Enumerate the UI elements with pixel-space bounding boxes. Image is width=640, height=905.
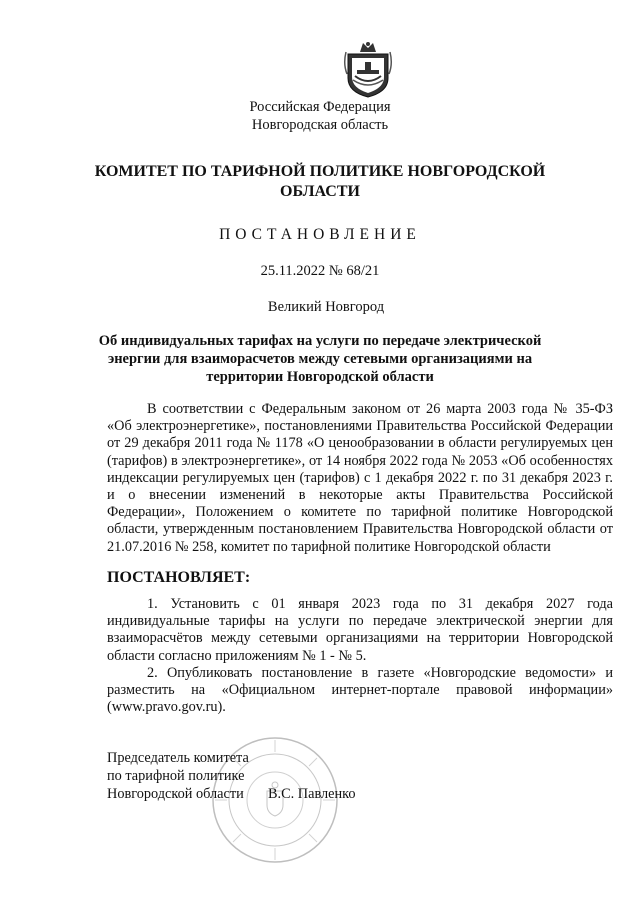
decree-word: ПОСТАНОВЛЯЕТ: <box>107 569 251 586</box>
committee-title-line1: КОМИТЕТ ПО ТАРИФНОЙ ПОЛИТИКЕ НОВГОРОДСКОЙ <box>94 163 546 180</box>
preamble-block <box>107 401 613 556</box>
coat-of-arms-icon <box>343 40 393 98</box>
signatory-title-line3: Новгородской области <box>107 786 244 802</box>
item-1: 1. Установить с 01 января 2023 года по 31 декабря 2027 года индивидуальные тарифы на услуги по передаче электрической энергии для взаиморасчётов между сетевыми организациями на территории Новгородской области согласно приложениям № 1 - № 5. <box>107 596 613 664</box>
signatory-title-line1: Председатель комитета <box>107 750 249 766</box>
item-2: 2. Опубликовать постановление в газете «Новгородские ведомости» и разместить на «Официальном интернет-портале правовой информации» (www.pravo.gov.ru). <box>107 664 613 716</box>
region-name: Новгородская область <box>251 117 389 133</box>
committee-title-line2: ОБЛАСТИ <box>280 183 360 200</box>
subject-line3: территории Новгородской области <box>206 369 434 385</box>
country-name: Российская Федерация <box>249 99 391 115</box>
signatory-name: В.С. Павленко <box>268 786 356 802</box>
city: Великий Новгород <box>267 299 385 315</box>
document-type: ПОСТАНОВЛЕНИЕ <box>219 226 421 243</box>
subject-line1: Об индивидуальных тарифах на услуги по передаче электрической <box>98 333 542 349</box>
signatory-title-line2: по тарифной политике <box>107 768 245 784</box>
date-number: 25.11.2022 № 68/21 <box>260 263 380 279</box>
preamble-text: В соответствии с Федеральным законом от 26 марта 2003 года № 35-ФЗ «Об электроэнергетике», постановлениями Правительства Российской Федерации от 29 декабря 2011 года № 1178 «О ценообразовании в области регулируемых цен (тарифов) в электроэнергетике», от 14 ноября 2022 года № 2053 «Об особенностях индексации регулируемых цен (тарифов) с 1 декабря 2022 г. по 31 декабря 2023 г. и о внесении изменений в некоторые акты Правительства Российской Федерации», Положением о комитете по тарифной политике Новгородской области, утвержденным постановлением Правительства Новгородской области от 21.07.2016 № 258, комитет по тарифной политике Новгородской области <box>107 401 613 555</box>
items-block <box>107 596 613 716</box>
subject-line2: энергии для взаиморасчетов между сетевыми организациями на <box>107 351 533 367</box>
